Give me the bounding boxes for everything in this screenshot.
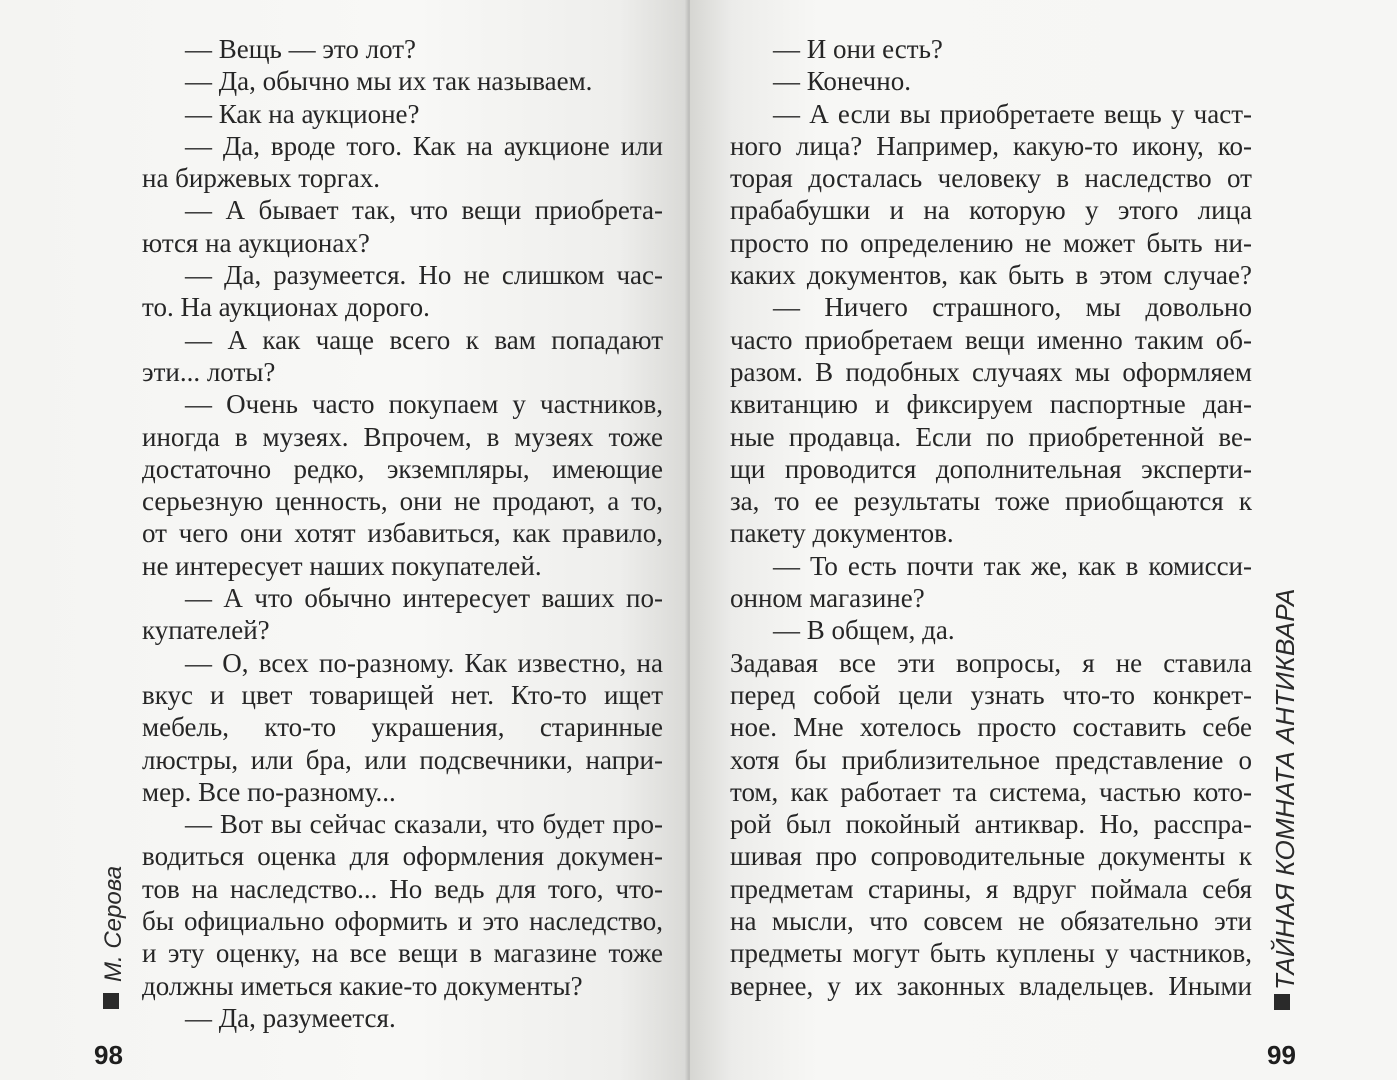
text-line: то. На аукционах дорого.: [142, 292, 430, 323]
right-page-number: 99: [1267, 1040, 1296, 1070]
text-line: — Да, разумеется.: [185, 1002, 396, 1033]
text-line: онном магазине?: [730, 583, 925, 614]
text-line: иногда в музеях. Впрочем, в музеях тоже: [142, 421, 663, 452]
text-line: щи проводится дополнительная эксперти-: [730, 453, 1252, 484]
text-line: — Ничего страшного, мы довольно: [773, 292, 1252, 323]
text-line: — Да, разумеется. Но не слишком час-: [185, 260, 663, 291]
text-line: — Да, вроде того. Как на аукционе или: [185, 130, 663, 161]
text-line: за, то ее результаты тоже приобщаются к: [730, 486, 1252, 517]
text-line: Задавая все эти вопросы, я не ставила: [730, 647, 1252, 678]
text-line: прабабушки и на которую у этого лица: [730, 195, 1252, 226]
text-line: предметы могут быть куплены у частников,: [730, 938, 1252, 969]
text-line: ются на аукционах?: [142, 227, 370, 258]
text-line: и эту оценку, на все вещи в магазине тоже: [142, 938, 663, 969]
text-line: торая досталась человеку в наследство от: [730, 163, 1252, 194]
text-line: хотя бы приблизительное представление о: [730, 744, 1252, 775]
text-line: пакету документов.: [730, 518, 954, 549]
text-line: шивая про сопроводительные документы к: [730, 841, 1252, 872]
text-line: водиться оценка для оформления докумен-: [142, 841, 663, 872]
text-line: ного лица? Например, какую-то икону, ко-: [730, 130, 1252, 161]
text-line: ные продавца. Если по приобретенной ве-: [730, 421, 1252, 452]
left-square-marker: [103, 993, 119, 1009]
right-running-head: ТАЙНАЯ КОМНАТА АНТИКВАРА: [1270, 588, 1300, 990]
left-running-head: М. Серова: [100, 865, 127, 982]
text-line: от чего они хотят избавиться, как правило,: [142, 518, 663, 549]
text-line: — То есть почти так же, как в комисси-: [773, 550, 1252, 581]
left-page-number: 98: [94, 1040, 123, 1070]
text-line: вкус и цвет товарищей нет. Кто-то ищет: [142, 679, 663, 710]
right-square-marker: [1274, 994, 1290, 1010]
text-line: ное. Мне хотелось просто составить себе: [730, 712, 1252, 743]
text-line: просто по определению не может быть ни-: [730, 227, 1252, 258]
text-line: люстры, или бра, или подсвечники, напри-: [142, 744, 663, 775]
text-line: часто приобретаем вещи именно таким об-: [730, 324, 1252, 355]
text-line: мебель, кто-то украшения, старинные: [142, 712, 663, 743]
text-line: вернее, у их законных владельцев. Иными: [730, 970, 1252, 1001]
text-line: тов на наследство... Но ведь для того, что-: [142, 873, 663, 904]
text-line: разом. В подобных случаях мы оформляем: [730, 356, 1252, 387]
text-line: мер. Все по-разному...: [142, 776, 396, 807]
text-line: достаточно редко, экземпляры, имеющие: [142, 453, 663, 484]
text-line: — Как на аукционе?: [185, 98, 420, 129]
text-line: — В общем, да.: [773, 615, 955, 646]
text-line: серьезную ценность, они не продают, а то,: [142, 486, 663, 517]
text-line: бы официально оформить и это наследство,: [142, 906, 663, 937]
text-line: купателей?: [142, 615, 270, 646]
text-line: предметам старины, я вдруг поймала себя: [730, 873, 1252, 904]
text-line: квитанцию и фиксируем паспортные дан-: [730, 389, 1252, 420]
text-line: том, как работает та система, частью кото-: [730, 776, 1252, 807]
text-line: — Очень часто покупаем у частников,: [185, 389, 663, 420]
text-line: на биржевых торгах.: [142, 163, 381, 194]
text-line: — А бывает так, что вещи приобрета-: [185, 195, 663, 226]
left-page-text: [142, 33, 663, 1034]
text-line: — Да, обычно мы их так называем.: [185, 66, 593, 97]
text-line: — О, всех по-разному. Как известно, на: [185, 647, 663, 678]
text-line: на мысли, что совсем не обязательно эти: [730, 906, 1252, 937]
text-line: перед собой цели узнать что-то конкрет-: [730, 679, 1252, 710]
text-line: не интересует наших покупателей.: [142, 550, 542, 581]
text-line: — А если вы приобретаете вещь у част-: [773, 98, 1252, 129]
text-line: — И они есть?: [773, 34, 943, 64]
text-line: — Вещь — это лот?: [185, 34, 417, 64]
text-line: рой был покойный антиквар. Но, расспра-: [730, 809, 1252, 840]
text-line: — А что обычно интересует ваших по-: [185, 583, 663, 614]
text-line: — А как чаще всего к вам попадают: [185, 324, 663, 355]
right-page-text: [730, 33, 1252, 1002]
text-line: эти... лоты?: [142, 356, 276, 387]
text-line: должны иметься какие-то документы?: [142, 970, 583, 1001]
text-line: каких документов, как быть в этом случае?: [730, 260, 1252, 291]
left-page: [0, 0, 688, 1080]
text-line: — Вот вы сейчас сказали, что будет про-: [185, 809, 663, 840]
text-line: — Конечно.: [773, 66, 911, 97]
